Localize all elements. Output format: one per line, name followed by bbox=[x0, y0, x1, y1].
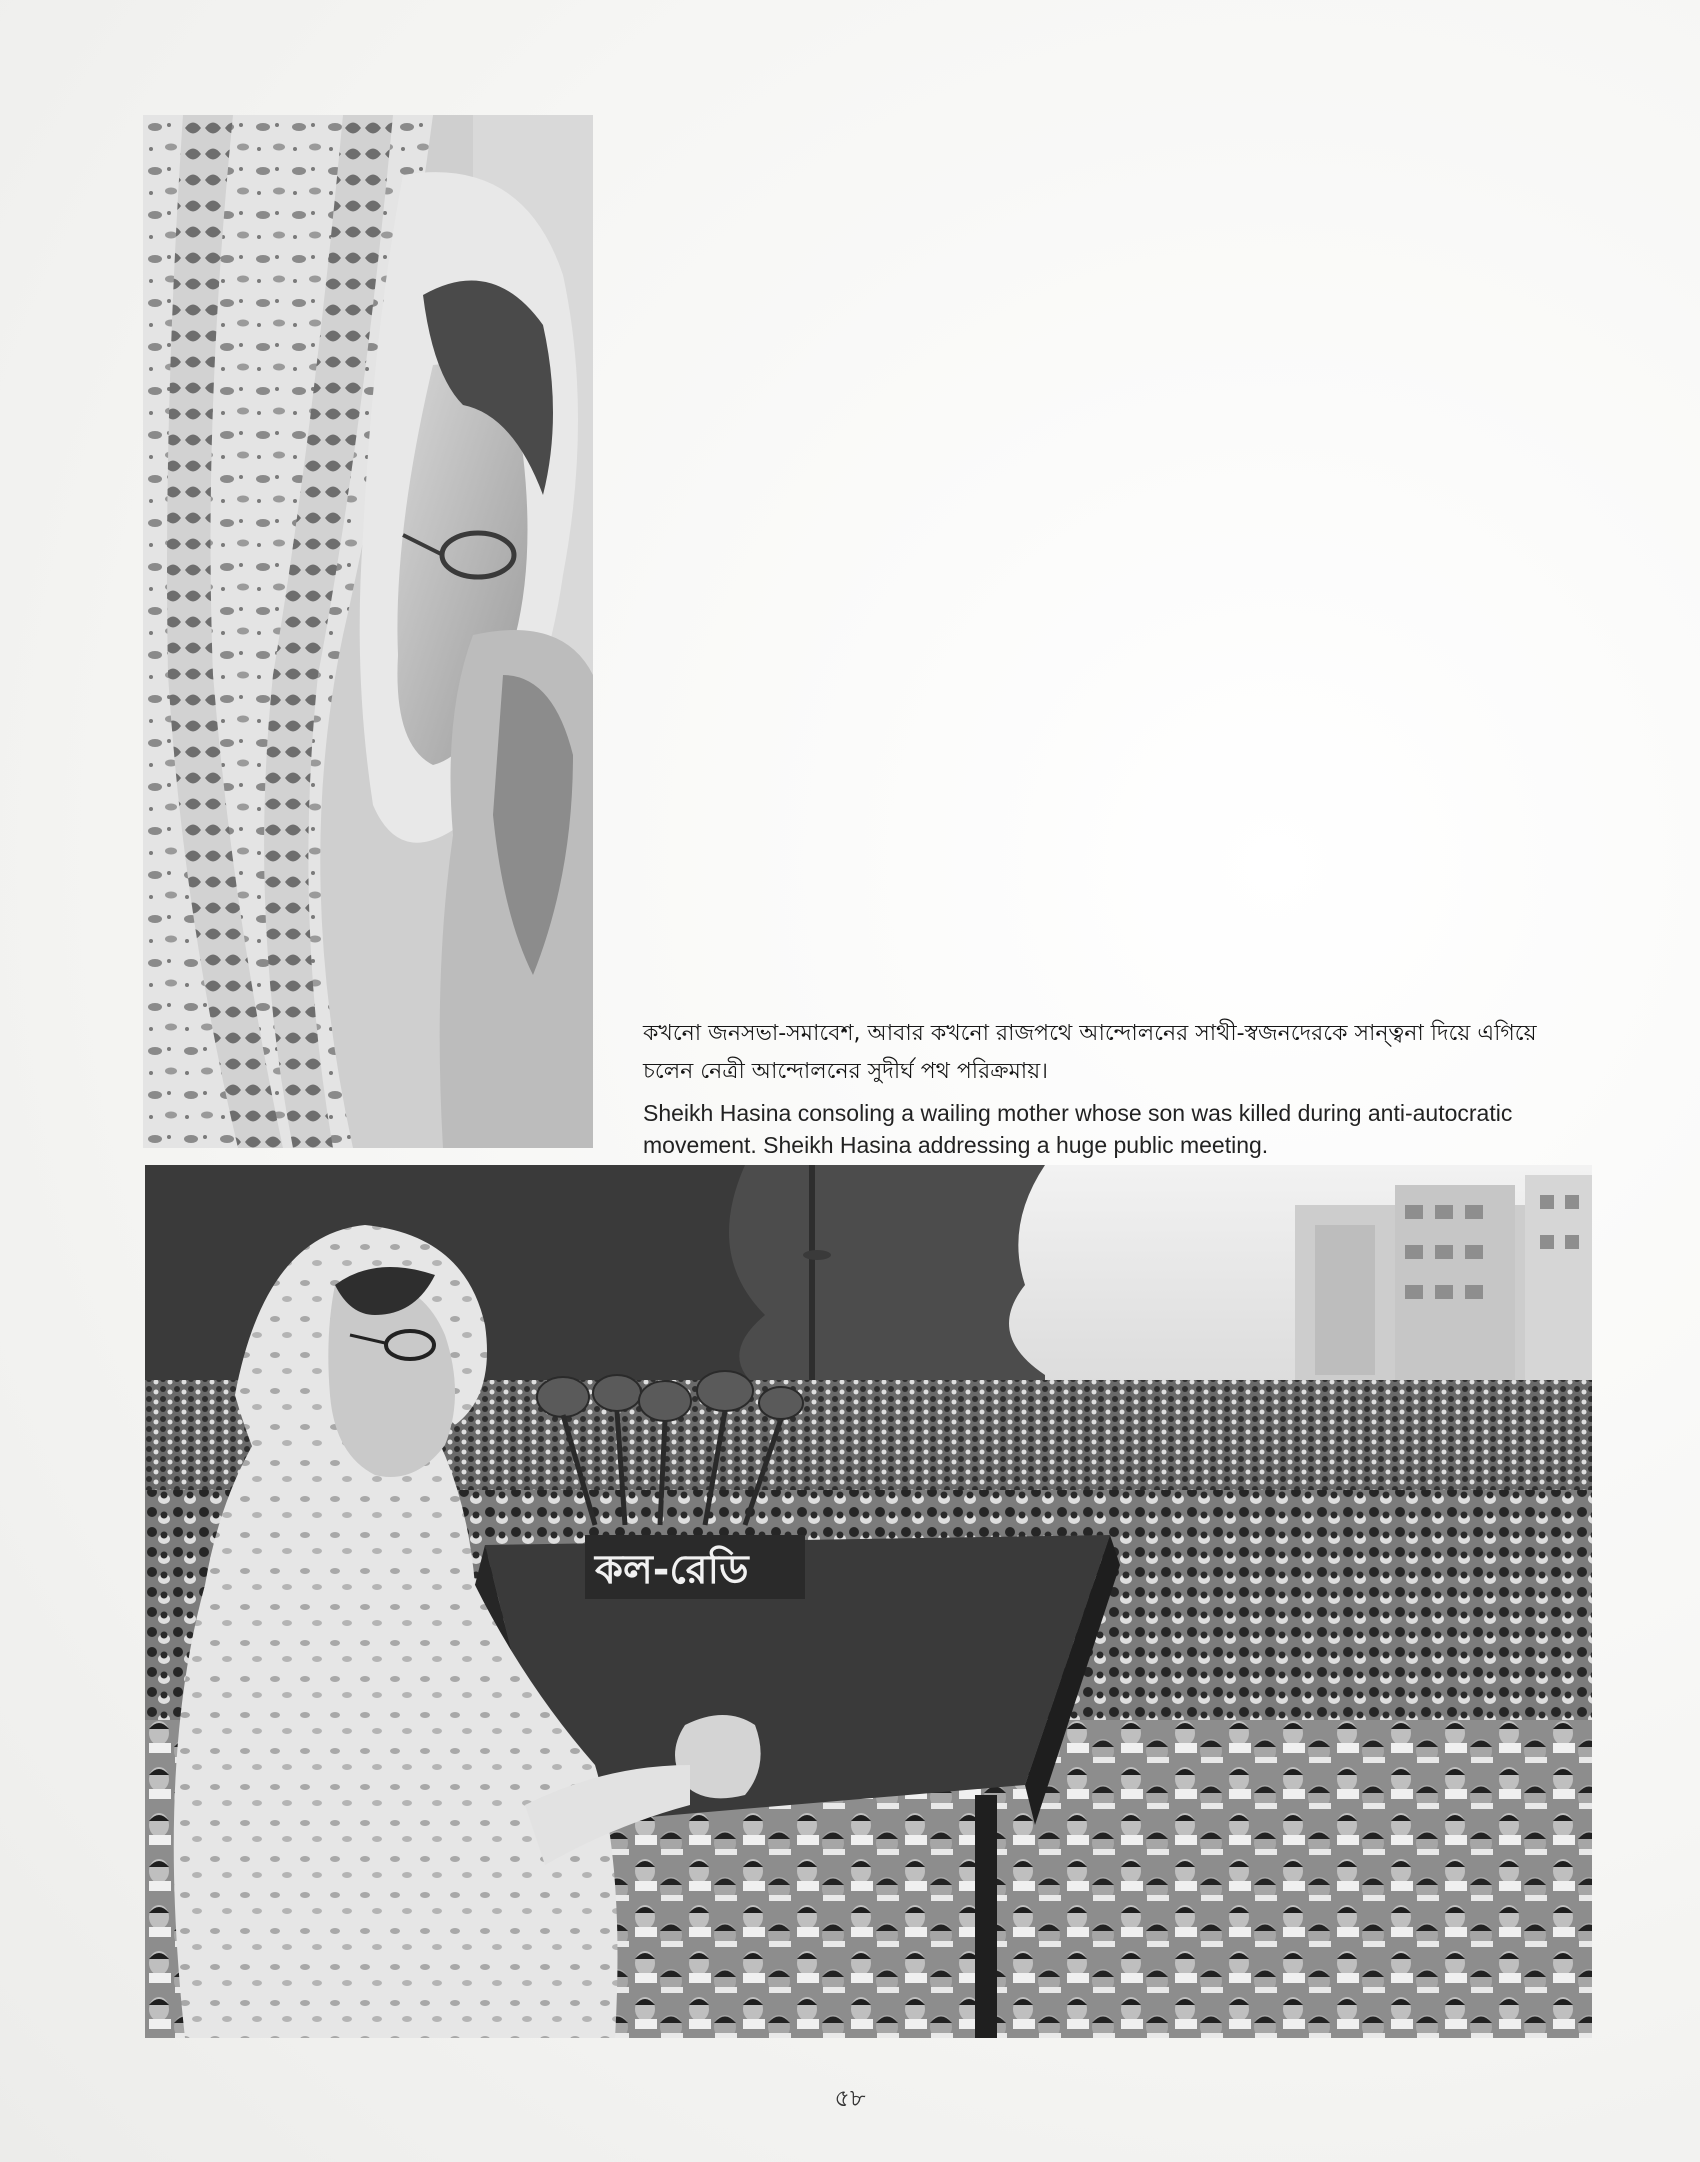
caption-english-line-1: Sheikh Hasina consoling a wailing mother whose son was killed during anti-autocratic bbox=[643, 1100, 1513, 1126]
caption-bengali-line-2: চলেন নেত্রী আন্দোলনের সুদীর্ঘ পথ পরিক্রমায়। bbox=[643, 1059, 1049, 1084]
caption-bengali bbox=[643, 1015, 1593, 1091]
photo-caption bbox=[643, 1015, 1593, 1161]
public-meeting-photo bbox=[145, 1165, 1592, 2038]
mother-consoling-photo bbox=[143, 115, 593, 1148]
podium-sign-text: কল-রেডি bbox=[595, 1547, 749, 1593]
caption-english-line-2: movement. Sheikh Hasina addressing a huge public meeting. bbox=[643, 1132, 1269, 1158]
caption-bengali-line-1: কখনো জনসভা-সমাবেশ, আবার কখনো রাজপথে আন্দোলনের সাথী-স্বজনদেরকে সান্ত্বনা দিয়ে এগিয়ে bbox=[643, 1021, 1537, 1046]
caption-english bbox=[643, 1097, 1593, 1161]
page-number: ৫৮ bbox=[834, 2084, 866, 2112]
public-meeting-image bbox=[145, 1165, 1592, 2038]
mother-consoling-image bbox=[143, 115, 593, 1148]
